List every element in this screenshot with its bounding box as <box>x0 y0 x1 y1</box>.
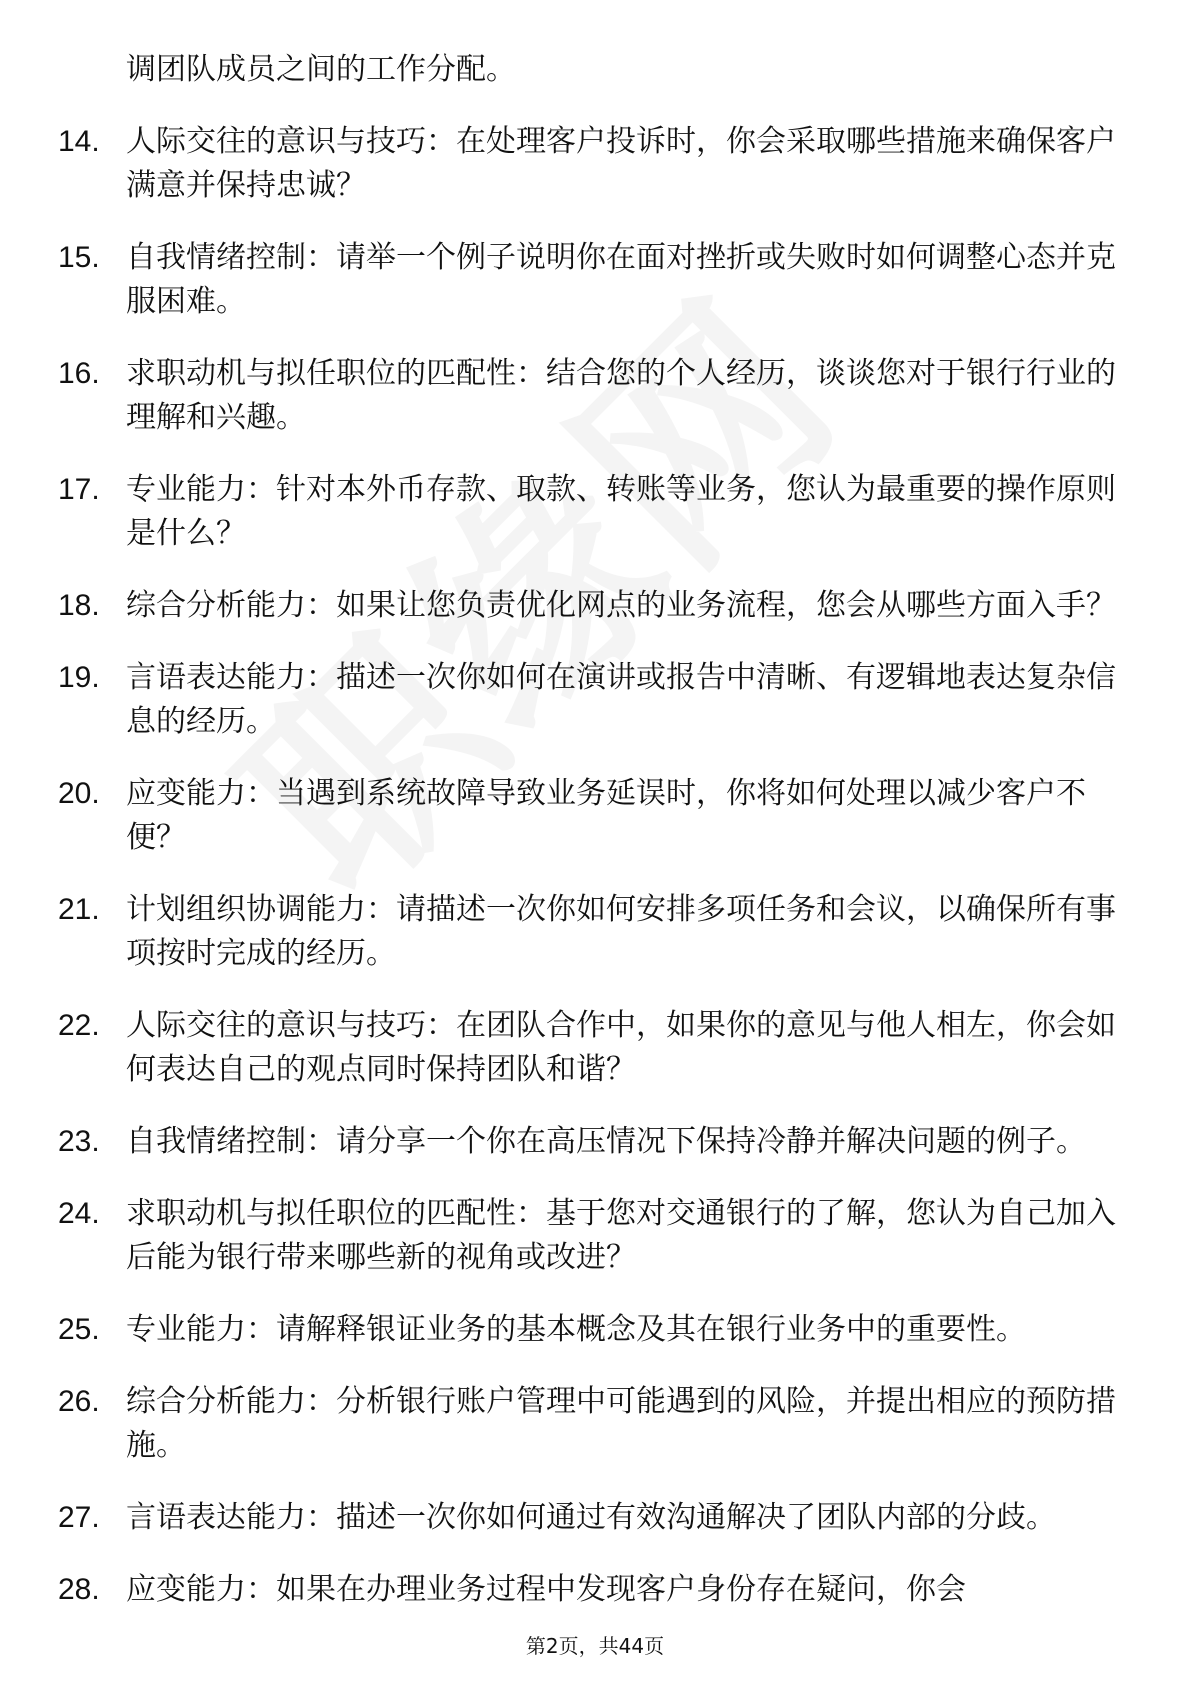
list-item <box>58 1120 1120 1164</box>
list-item <box>58 772 1120 860</box>
list-item <box>58 468 1120 556</box>
list-item <box>58 120 1120 208</box>
item-text: 人际交往的意识与技巧：在处理客户投诉时，你会采取哪些措施来确保客户满意并保持忠诚？ <box>126 124 1116 203</box>
item-text: 专业能力：针对本外币存款、取款、转账等业务，您认为最重要的操作原则是什么？ <box>126 472 1116 551</box>
item-text: 应变能力：如果在办理业务过程中发现客户身份存在疑问，你会 <box>126 1572 966 1607</box>
item-number: 17. <box>58 473 100 506</box>
list-item <box>58 584 1120 628</box>
list-item <box>58 656 1120 744</box>
list-item <box>58 1004 1120 1092</box>
item-number: 28. <box>58 1573 100 1606</box>
item-number: 20. <box>58 777 100 810</box>
item-text: 自我情绪控制：请举一个例子说明你在面对挫折或失败时如何调整心态并克服困难。 <box>126 240 1116 319</box>
list-item <box>58 1568 1120 1612</box>
page-footer: 第2页，共44页 <box>525 1634 665 1658</box>
item-number: 19. <box>58 661 100 694</box>
item-number: 27. <box>58 1501 100 1534</box>
list-item <box>58 1308 1120 1352</box>
item-number: 22. <box>58 1009 100 1042</box>
item-text: 求职动机与拟任职位的匹配性：基于您对交通银行的了解，您认为自己加入后能为银行带来哪些新的视角或改进？ <box>126 1196 1116 1275</box>
item-text: 言语表达能力：描述一次你如何在演讲或报告中清晰、有逻辑地表达复杂信息的经历。 <box>126 660 1116 739</box>
item-number: 21. <box>58 893 100 926</box>
item-number: 14. <box>58 125 100 158</box>
list-item <box>58 888 1120 976</box>
item-number: 16. <box>58 357 100 390</box>
list-item <box>58 1496 1120 1540</box>
item-text: 专业能力：请解释银证业务的基本概念及其在银行业务中的重要性。 <box>126 1312 1026 1347</box>
item-text: 自我情绪控制：请分享一个你在高压情况下保持冷静并解决问题的例子。 <box>126 1124 1086 1159</box>
item-text: 综合分析能力：分析银行账户管理中可能遇到的风险，并提出相应的预防措施。 <box>126 1384 1116 1463</box>
list-item <box>58 352 1120 440</box>
item-text: 计划组织协调能力：请描述一次你如何安排多项任务和会议，以确保所有事项按时完成的经历。 <box>126 892 1116 971</box>
item-text: 综合分析能力：如果让您负责优化网点的业务流程，您会从哪些方面入手？ <box>126 588 1116 623</box>
item-number: 25. <box>58 1313 100 1346</box>
item-text: 言语表达能力：描述一次你如何通过有效沟通解决了团队内部的分歧。 <box>126 1500 1056 1535</box>
item-text: 应变能力：当遇到系统故障导致业务延误时，你将如何处理以减少客户不便？ <box>126 776 1086 855</box>
item-number: 18. <box>58 589 100 622</box>
item-number: 26. <box>58 1385 100 1418</box>
item-text: 求职动机与拟任职位的匹配性：结合您的个人经历，谈谈您对于银行行业的理解和兴趣。 <box>126 356 1116 435</box>
item-text: 人际交往的意识与技巧：在团队合作中，如果你的意见与他人相左，你会如何表达自己的观点同时保持团队和谐？ <box>126 1008 1116 1087</box>
list-item <box>58 1380 1120 1468</box>
item-number: 15. <box>58 241 100 274</box>
question-list <box>58 48 1120 1640</box>
list-item <box>58 236 1120 324</box>
item-number: 23. <box>58 1125 100 1158</box>
item-number: 24. <box>58 1197 100 1230</box>
continuation-text: 调团队成员之间的工作分配。 <box>126 52 516 87</box>
list-item <box>58 1192 1120 1280</box>
